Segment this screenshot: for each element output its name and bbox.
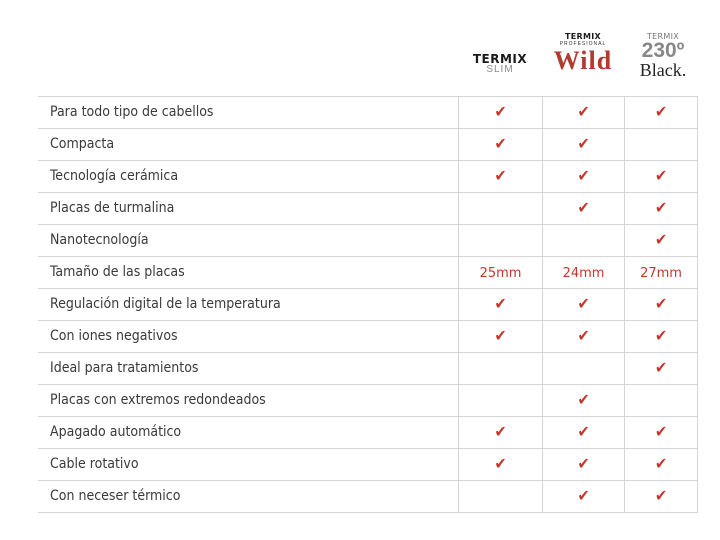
product-3-cell (624, 385, 698, 416)
product-3-cell (624, 289, 698, 320)
product-2-cell (542, 289, 624, 320)
product-1-cell (458, 481, 542, 512)
product-1-cell (458, 417, 542, 448)
product-1-cell (458, 161, 542, 192)
checkmark-icon: ✔ (654, 358, 668, 377)
table-row (38, 96, 698, 129)
product-2-cell (542, 193, 624, 224)
product-2-cell (542, 449, 624, 480)
logo-temperature: 230º (641, 39, 685, 62)
product-2-cell (542, 129, 624, 160)
table-row (38, 289, 698, 321)
logo-model: SLIM (486, 64, 514, 75)
logo-brand: TERMIX (472, 52, 528, 66)
checkmark-icon: ✔ (654, 486, 668, 505)
table-row (38, 129, 698, 161)
product-2-cell (542, 97, 624, 128)
feature-label: Apagado automático (50, 424, 182, 440)
product-1-cell (458, 225, 542, 256)
feature-label: Nanotecnología (50, 232, 149, 248)
table-row (38, 161, 698, 193)
product-3-cell (624, 257, 698, 288)
product-3-cell (624, 481, 698, 512)
checkmark-icon: ✔ (654, 454, 668, 473)
product-1-cell (458, 193, 542, 224)
checkmark-icon: ✔ (654, 198, 668, 217)
checkmark-icon: ✔ (577, 422, 590, 441)
logo-brand: TERMIX (646, 32, 680, 41)
product-3-cell (624, 321, 698, 352)
checkmark-icon: ✔ (577, 166, 590, 185)
plate-size-value: 25mm (479, 266, 522, 281)
table-row (38, 417, 698, 449)
checkmark-icon: ✔ (577, 326, 590, 345)
logo-model: Black. (639, 60, 687, 80)
comparison-table (38, 96, 698, 513)
checkmark-icon: ✔ (654, 230, 668, 249)
plate-size-value: 27mm (640, 266, 682, 281)
feature-label: Para todo tipo de cabellos (50, 104, 214, 120)
product-2-cell (542, 417, 624, 448)
product-1-cell (458, 353, 542, 384)
product-3-cell (624, 97, 698, 128)
table-row (38, 321, 698, 353)
checkmark-icon: ✔ (654, 166, 668, 185)
checkmark-icon: ✔ (494, 134, 507, 153)
product-2-cell (542, 257, 624, 288)
product-3-cell (624, 353, 698, 384)
product-2-cell (542, 321, 624, 352)
termix-slim-logo (460, 52, 540, 75)
product-3-cell (624, 449, 698, 480)
checkmark-icon: ✔ (494, 326, 507, 345)
logo-brand: TERMIX (565, 32, 601, 41)
checkmark-icon: ✔ (654, 422, 668, 441)
checkmark-icon: ✔ (577, 102, 590, 121)
table-row (38, 193, 698, 225)
product-3-cell (624, 193, 698, 224)
plate-size-value: 24mm (562, 266, 605, 281)
feature-label: Tecnología cerámica (50, 168, 179, 184)
table-row (38, 257, 698, 289)
feature-label: Placas con extremos redondeados (50, 392, 266, 408)
product-2-cell (542, 385, 624, 416)
checkmark-icon: ✔ (654, 102, 668, 121)
feature-label: Con iones negativos (50, 328, 178, 344)
feature-label: Cable rotativo (50, 456, 139, 472)
feature-label: Placas de turmalina (50, 200, 175, 216)
checkmark-icon: ✔ (654, 294, 668, 313)
feature-label: Compacta (50, 136, 115, 152)
product-1-cell (458, 97, 542, 128)
logo-model: Wild (553, 46, 613, 75)
product-1-cell (458, 385, 542, 416)
table-row (38, 449, 698, 481)
checkmark-icon: ✔ (577, 390, 590, 409)
table-row (38, 225, 698, 257)
product-1-cell (458, 449, 542, 480)
product-1-cell (458, 289, 542, 320)
termix-230-black-logo (630, 32, 696, 79)
table-row (38, 353, 698, 385)
feature-label: Regulación digital de la temperatura (50, 296, 281, 312)
table-row (38, 385, 698, 417)
feature-label: Con neceser térmico (50, 488, 181, 504)
product-logos (0, 28, 720, 88)
product-1-cell (458, 321, 542, 352)
checkmark-icon: ✔ (577, 198, 590, 217)
feature-label: Tamaño de las placas (50, 264, 185, 280)
product-3-cell (624, 161, 698, 192)
product-2-cell (542, 481, 624, 512)
product-3-cell (624, 417, 698, 448)
product-2-cell (542, 225, 624, 256)
product-2-cell (542, 161, 624, 192)
feature-label: Ideal para tratamientos (50, 360, 199, 376)
checkmark-icon: ✔ (494, 422, 507, 441)
logo-subtitle: PROFESIONAL (559, 41, 607, 47)
product-1-cell (458, 257, 542, 288)
checkmark-icon: ✔ (577, 486, 590, 505)
termix-wild-logo (552, 32, 614, 73)
checkmark-icon: ✔ (577, 134, 590, 153)
checkmark-icon: ✔ (494, 294, 507, 313)
checkmark-icon: ✔ (577, 454, 590, 473)
table-row (38, 481, 698, 513)
product-3-cell (624, 225, 698, 256)
checkmark-icon: ✔ (494, 166, 507, 185)
checkmark-icon: ✔ (577, 294, 590, 313)
product-1-cell (458, 129, 542, 160)
checkmark-icon: ✔ (654, 326, 668, 345)
product-2-cell (542, 353, 624, 384)
checkmark-icon: ✔ (494, 102, 507, 121)
checkmark-icon: ✔ (494, 454, 507, 473)
product-3-cell (624, 129, 698, 160)
